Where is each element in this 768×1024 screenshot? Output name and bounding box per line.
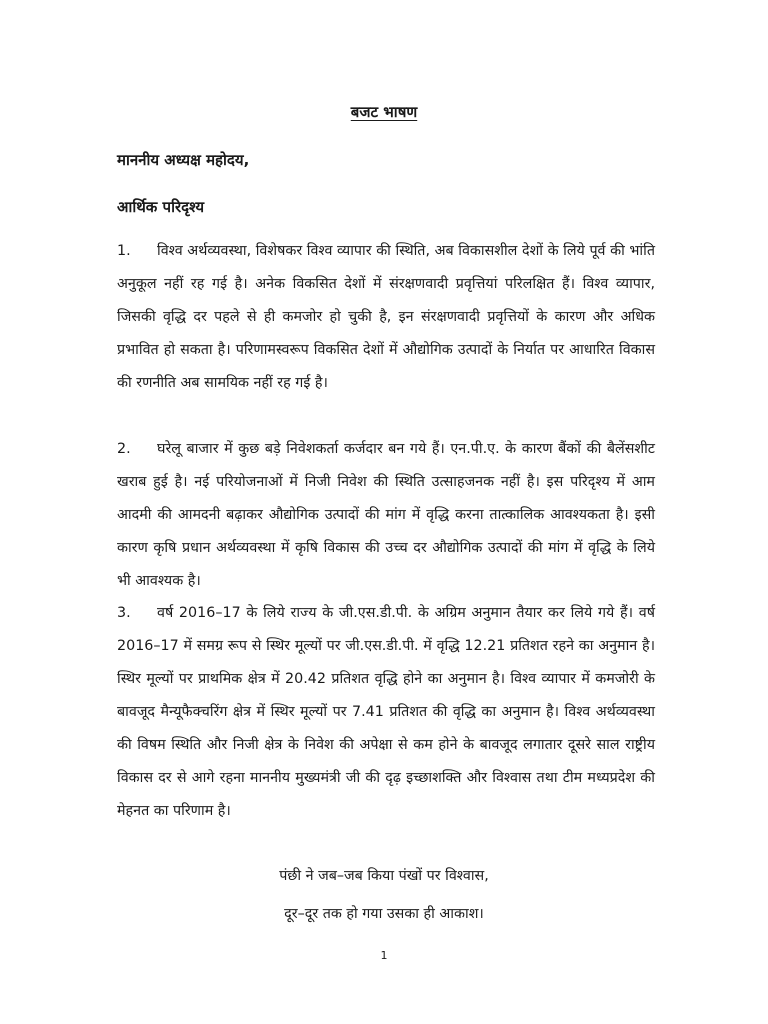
section-heading: आर्थिक परिदृश्य (117, 198, 205, 216)
paragraph-2-text: घरेलू बाजार में कुछ बड़े निवेशकर्ता कर्जदार बन गये हैं। एन.पी.ए. के कारण बैंकों की बैलेंसशीट खराब हुई है। नई परियोजनाओं में निजी निवेश की स्थिति उत्साहजनक नहीं है। इस परिदृश्य में आम आदमी की आमदनी बढ़ाकर औद्योगिक उत्पादों की मांग में वृद्धि करना तात्कालिक आवश्यकता है। इसी कारण कृषि प्रधान अर्थव्यवस्था में कृषि विकास की उच्च दर औद्योगिक उत्पादों की मांग में वृद्धि के लिये भी आवश्यक है। (117, 441, 655, 589)
salutation: माननीय अध्यक्ष महोदय, (117, 151, 250, 169)
paragraph-1 (117, 235, 655, 400)
verse-line-1: पंछी ने जब–जब किया पंखों पर विश्वास, (279, 868, 489, 884)
paragraph-3-number: 3. (117, 605, 131, 621)
paragraph-3 (117, 597, 655, 828)
paragraph-1-number: 1. (117, 243, 131, 259)
page-title-text: बजट भाषण (350, 103, 418, 121)
paragraph-2-number: 2. (117, 441, 131, 457)
paragraph-1-text: विश्व अर्थव्यवस्था, विशेषकर विश्व व्यापार की स्थिति, अब विकासशील देशों के लिये पूर्व की भांति अनुकूल नहीं रह गई है। अनेक विकसित देशों में संरक्षणवादी प्रवृत्तियां परिलक्षित हैं। विश्व व्यापार, जिसकी वृद्धि दर पहले से ही कमजोर हो चुकी है, इन संरक्षणवादी प्रवृत्तियों के कारण और अधिक प्रभावित हो सकता है। परिणामस्वरूप विकसित देशों में औद्योगिक उत्पादों के निर्यात पर आधारित विकास की रणनीति अब सामयिक नहीं रह गई है। (117, 243, 655, 391)
page-number: 1 (380, 949, 388, 962)
paragraph-3-text: वर्ष 2016–17 के लिये राज्य के जी.एस.डी.पी. के अग्रिम अनुमान तैयार कर लिये गये हैं। वर्ष 2016–17 में समग्र रूप से स्थिर मूल्यों पर जी.एस.डी.पी. में वृद्धि 12.21 प्रतिशत रहने का अनुमान है। स्थिर मूल्यों पर प्राथमिक क्षेत्र में 20.42 प्रतिशत वृद्धि होने का अनुमान है। विश्व व्यापार में कमजोरी के बावजूद मैन्यूफैक्चरिंग क्षेत्र में स्थिर मूल्यों पर 7.41 प्रतिशत की वृद्धि का अनुमान है। विश्व अर्थव्यवस्था की विषम स्थिति और निजी क्षेत्र के निवेश की अपेक्षा से कम होने के बावजूद लगातार दूसरे साल राष्ट्रीय विकास दर से आगे रहना माननीय मुख्यमंत्री जी की दृढ़ इच्छाशक्ति और विश्वास तथा टीम मध्यप्रदेश की मेहनत का परिणाम है। (117, 605, 655, 819)
page-title (0, 102, 768, 122)
verse-line-2: दूर–दूर तक हो गया उसका ही आकाश। (284, 906, 484, 922)
paragraph-2 (117, 433, 655, 598)
